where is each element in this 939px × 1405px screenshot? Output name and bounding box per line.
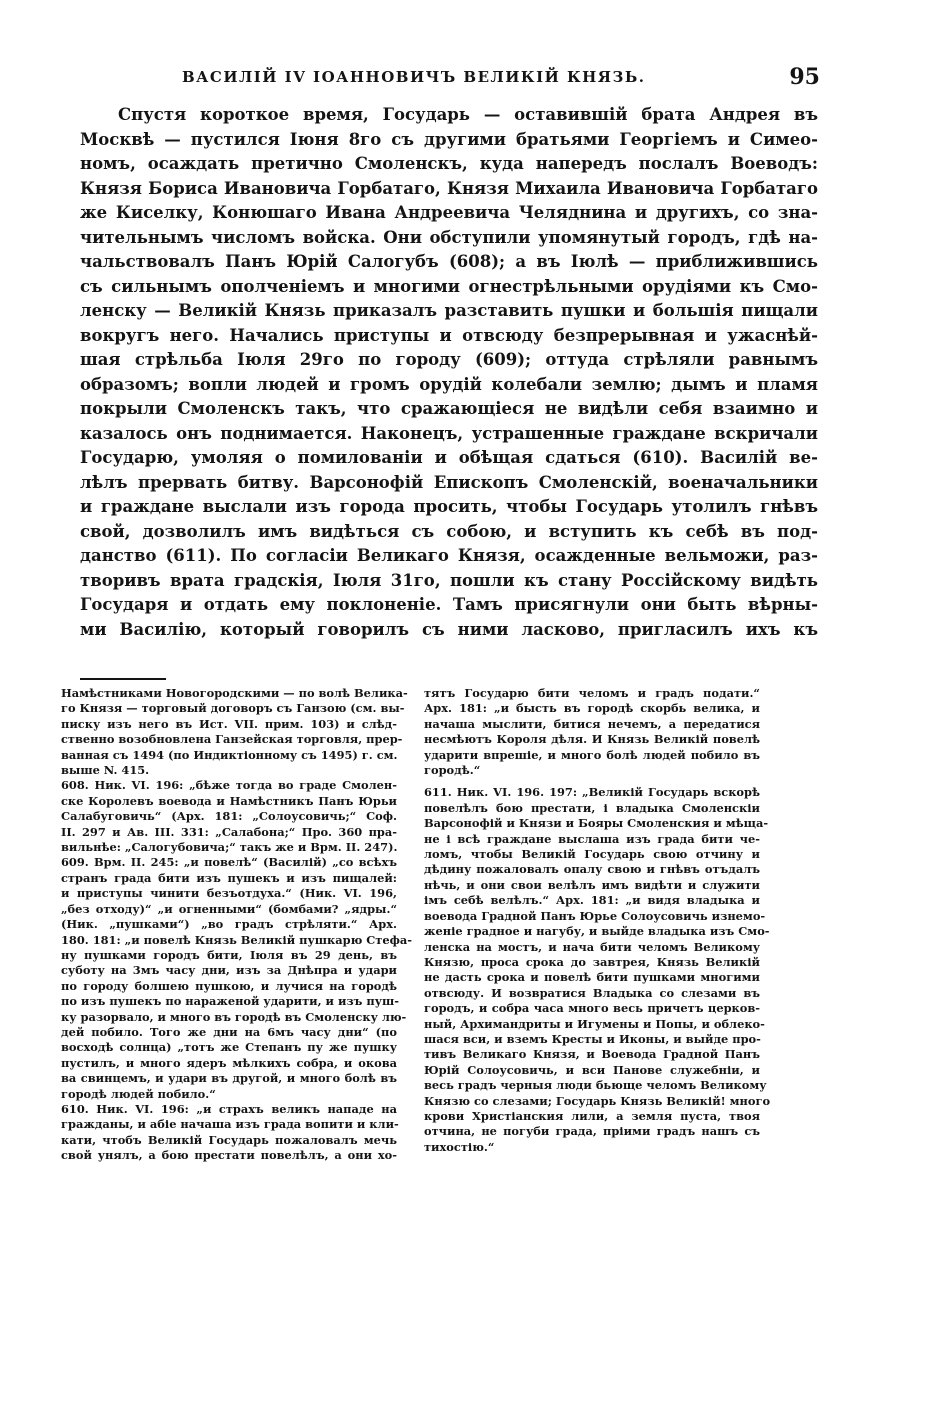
footnote-line: женіе градное и нагубу, и выйде владыка изъ Смо- xyxy=(424,924,770,939)
footnote-line: Князю, проса срока до завтрея, Князь Великій xyxy=(424,954,760,969)
footnote-line: суботу на 3мъ часу дни, изъ за Днѣпра и удари xyxy=(61,963,397,978)
footnote-line: тихостію.“ xyxy=(424,1139,495,1154)
footnote-line: „без отходу)“ „и огненными“ (бомбами? „ядры.“ xyxy=(61,901,397,916)
text-line: казалось онъ поднимается. Наконецъ, устрашенные граждане вскричали xyxy=(80,423,818,443)
footnote-line: (Ник. „пушками“) „во градъ стрѣляти.“ Арх. xyxy=(61,917,397,932)
text-line: шая стрѣльба Іюля 29го по городу (609); оттуда стрѣляли равнымъ xyxy=(80,350,818,369)
text-line: данство (611). По согласіи Великаго Князя, осажденные вельможи, раз- xyxy=(80,546,818,565)
text-line: номъ, осаждать претично Смоленскъ, куда напередъ послалъ Воеводъ: xyxy=(80,154,818,173)
footnote-line: ломъ, чтобы Великій Государь свою отчину и xyxy=(424,847,760,862)
footnote-line: II. 297 и Ав. III. 331: „Салабона;“ Про. 360 пра- xyxy=(61,824,397,839)
footnote-line: городъ, и собра часа много весь причетъ церков- xyxy=(424,1001,760,1016)
text-line: съ сильнымъ ополченіемъ и многими огнестрѣльными орудіями къ Смо- xyxy=(80,276,818,296)
text-line: чальствовалъ Панъ Юрій Салогубъ (608); а въ Іюлѣ — приближившись xyxy=(80,252,818,271)
text-line: ленску — Великій Князь приказалъ разставить пушки и большія пищали xyxy=(80,301,818,320)
text-line: Москвѣ — пустился Іюня 8го съ другими братьями Георгіемъ и Симео- xyxy=(80,129,818,149)
footnote-line: восходѣ солнца) „тотъ же Степанъ пу же пушку xyxy=(61,1040,397,1055)
footnotes-left-column xyxy=(61,686,412,1164)
text-line: чительнымъ числомъ войска. Они обступили упомянутый городъ, гдѣ на- xyxy=(80,227,818,247)
footnote-line: по городу болшею пушкою, и лучися на городѣ xyxy=(61,978,397,993)
footnote-line: 611. Ник. VI. 196. 197: „Великій Государь вскорѣ xyxy=(424,785,760,800)
text-line: вокругъ него. Начались приступы и отвсюду безпрерывная и ужаснѣй- xyxy=(80,325,818,345)
footnote-line: ственно возобновлена Ганзейская торговля, прер- xyxy=(61,732,403,747)
footnote-line: ванная съ 1494 (по Индиктіонному съ 1495) г. см. xyxy=(61,747,398,762)
text-line: Государя и отдать ему поклоненіе. Тамъ присягнули они быть вѣрны- xyxy=(80,595,818,614)
footnotes-right-column xyxy=(424,686,771,1155)
footnote-line: дей побило. Того же дни на 6мъ часу дни“ (по xyxy=(61,1024,397,1039)
footnote-line: 180. 181: „и повелѣ Князь Великій пушкарю Стефа- xyxy=(61,932,412,947)
footnote-line: ный, Архимандриты и Игумены и Попы, и облеко- xyxy=(424,1016,765,1031)
footnote-line: дѣдину пожаловалъ опалу свою и гнѣвъ отъдалъ xyxy=(424,862,760,877)
footnote-line: повелѣлъ бою престати, і владыка Смоленскіи xyxy=(424,800,760,815)
footnote-line: ске Королевъ воевода и Намѣстникъ Панъ Юрьи xyxy=(61,793,397,808)
footnote-line: Варсонофій и Князи и Бояры Смоленския и мѣща- xyxy=(424,816,769,831)
text-line: образомъ; вопли людей и громъ орудій колебали землю; дымъ и пламя xyxy=(80,374,818,394)
footnote-line: Князю со слезами; Государь Князь Великій! много xyxy=(424,1093,771,1108)
main-text xyxy=(80,103,818,642)
text-line: Князя Бориса Ивановича Горбатаго, Князя Михаила Ивановича Горбатаго xyxy=(80,178,818,198)
footnote-line: и приступы чинити безъотдуха.“ (Ник. VI. 196, xyxy=(61,886,397,901)
footnote-line: отвсюду. И возвратися Владыка со слезами въ xyxy=(424,985,760,1000)
footnote-line: писку изъ него въ Ист. VII. прим. 103) и слѣд- xyxy=(61,716,397,731)
footnote-line: тивъ Великаго Князя, и Воевода Градной Панъ xyxy=(424,1047,760,1062)
footnote-line: ва свинцемъ, и удари въ другой, и много болѣ въ xyxy=(61,1071,397,1086)
footnote-line: гражданы, и абіе начаша изъ града вопити и кли- xyxy=(61,1117,399,1132)
footnote-line: ленска на мостъ, и нача бити челомъ Великому xyxy=(424,939,760,954)
footnote-line: 608. Ник. VI. 196: „бѣже тогда во граде Смолен- xyxy=(61,778,397,793)
footnote-line: ку разорвало, и много въ городѣ въ Смоленску лю- xyxy=(61,1009,407,1024)
footnote-line: ударити впрешіе, и много болѣ людей побило въ xyxy=(424,747,760,762)
text-line: творивъ врата градскія, Іюля 31го, пошли къ стану Россійскому видѣть xyxy=(80,570,818,590)
footnote-line: вильнѣе: „Салогубовича;“ такъ же и Врм. II. 247). xyxy=(61,840,398,855)
footnote-line: Намѣстниками Новогородскими — по волѣ Велика- xyxy=(61,686,408,700)
footnote-line: крови Христіанския лили, а земля пуста, твоя xyxy=(424,1108,760,1123)
footnote-line: Салабуговичь“ (Арх. 181: „Солоусовичь;“ Соф. xyxy=(61,809,397,824)
footnote-line: городѣ.“ xyxy=(424,763,481,778)
text-line: лѣлъ прервать битву. Варсонофій Епископъ Смоленскій, военачальники xyxy=(80,472,818,492)
footnote-line: Юрій Солоусовичь, и вси Панове служебніи, и xyxy=(424,1062,760,1077)
footnote-line: несмѣютъ Короля дѣля. И Князь Великій повелѣ xyxy=(424,732,760,747)
text-line: покрыли Смоленскъ такъ, что сражающіеся не видѣли себя взаимно и xyxy=(80,399,818,418)
footnote-line: нѣчь, и они свои велѣлъ имъ видѣти и служити xyxy=(424,877,760,892)
footnote-line: воевода Градной Панъ Юрье Солоусовичь изнемо- xyxy=(424,908,766,923)
footnote-line: выше N. 415. xyxy=(61,763,150,778)
footnote-line: шася вси, и вземъ Кресты и Иконы, и выйде про- xyxy=(424,1031,761,1046)
footnote-line: Арх. 181: „и бысть въ городѣ скорбь велика, и xyxy=(424,701,760,716)
footnote-line: по изъ пушекъ по нараженой ударити, и изъ пуш- xyxy=(61,994,399,1009)
footnote-line: пустилъ, и много ядеръ мѣлкихъ собра, и окова xyxy=(61,1055,397,1070)
footnote-line: імъ себѣ велѣлъ.“ Арх. 181: „и видя владыка и xyxy=(424,893,760,908)
text-line: же Киселку, Конюшаго Ивана Андреевича Челяднина и другихъ, со зна- xyxy=(80,203,818,222)
footnote-line: начаша мыслити, битися нечемъ, а передатися xyxy=(424,716,760,731)
footnote-divider xyxy=(80,678,166,680)
footnote-line: 609. Врм. II. 245: „и повелѣ“ (Василій) „со всѣхъ xyxy=(61,855,397,870)
footnote-line: кати, чтобъ Великій Государь пожаловалъ мечь xyxy=(61,1132,397,1147)
text-line: и граждане выслали изъ города просить, чтобы Государь утолилъ гнѣвъ xyxy=(80,497,818,516)
footnote-line: странъ града бити изъ пушекъ и изъ пищалей: xyxy=(61,870,397,885)
text-line: Государю, умоляя о помилованіи и обѣщая сдаться (610). Василій ве- xyxy=(80,448,818,467)
footnote-line: тятъ Государю бити челомъ и градъ подати.“ xyxy=(424,686,760,700)
footnote-line: 610. Ник. VI. 196: „и страхъ великъ нападе на xyxy=(61,1101,397,1116)
footnote-line: отчина, не погуби града, пріими градъ нашъ съ xyxy=(424,1124,760,1139)
text-line: свой, дозволилъ имъ видѣться съ собою, и вступить къ себѣ въ под- xyxy=(80,521,818,541)
footnote-line: го Князя — торговый договоръ съ Ганзою (см. вы- xyxy=(61,701,405,716)
footnote-line: ну пушками городъ бити, Іюля въ 29 день, въ xyxy=(61,947,397,962)
footnote-line: свой унялъ, а бою престати повелѣлъ, а они хо- xyxy=(61,1148,397,1163)
text-line: ми Василію, который говорилъ съ ними ласково, пригласилъ ихъ къ xyxy=(80,619,818,639)
footnote-line: не і всѣ граждане выслаша изъ града бити че- xyxy=(424,831,760,846)
text-line: Спустя короткое время, Государь — оставившій брата Андрея въ xyxy=(118,105,818,124)
footnote-line: весь градъ черныя люди бьюще челомъ Великому xyxy=(424,1078,767,1093)
footnote-line: не дасть срока и повелѣ бити пушками многими xyxy=(424,970,760,985)
footnote-line: городѣ людей побило.“ xyxy=(61,1086,216,1101)
page-number: 95 xyxy=(789,64,820,90)
running-title: ВАСИЛІЙ IV ІОАННОВИЧЪ ВЕЛИКІЙ КНЯЗЬ. xyxy=(182,68,646,86)
